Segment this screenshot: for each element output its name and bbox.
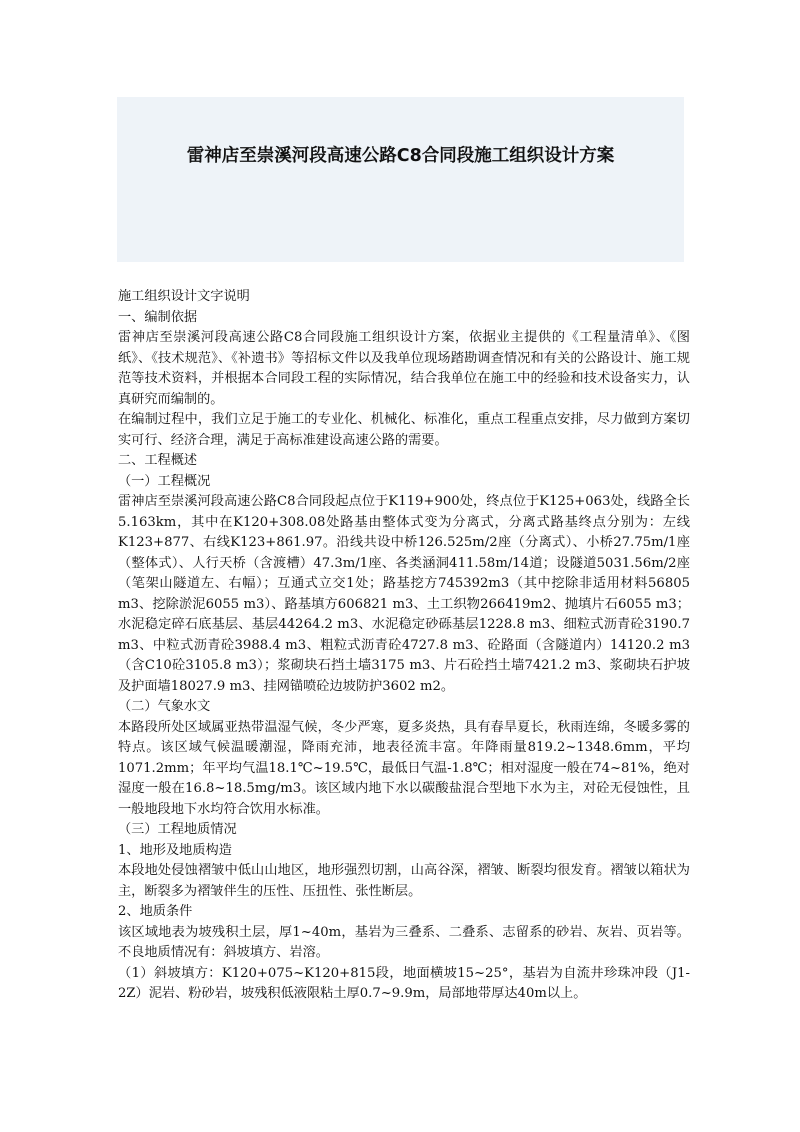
subsection-heading: 2、地质条件: [118, 904, 193, 919]
section-heading: 施工组织设计文字说明: [118, 289, 250, 304]
subsection-heading: （二）气象水文: [118, 699, 211, 714]
subsection-heading: （三）工程地质情况: [118, 822, 237, 837]
paragraph: 在编制过程中，我们立足于施工的专业化、机械化、标准化，重点工程重点安排，尽力做到方案切实可行、经济合理，满足于高标准建设高速公路的需要。: [118, 412, 690, 448]
section-heading: 一、编制依据: [118, 309, 198, 325]
document-title: 雷神店至崇溪河段高速公路C8合同段施工组织设计方案: [186, 146, 615, 166]
title-banner: [117, 97, 684, 262]
subsection-heading: （一）工程概况: [118, 473, 211, 489]
paragraph: 雷神店至崇溪河段高速公路C8合同段施工组织设计方案，依据业主提供的《工程量清单》、《图纸》、《技术规范》、《补遗书》等招标文件以及我单位现场踏勘调查情况和有关的公路设计、施工规范等技术资料，并根据本合同段工程的实际情况，结合我单位在施工中的经验和技术设备实力，认真研究而编制的。: [118, 330, 690, 407]
subsection-heading: 1、地形及地质构造: [118, 842, 232, 858]
paragraph: 本段地处侵蚀褶皱中低山山地区，地形强烈切割，山高谷深，褶皱、断裂均很发育。褶皱以箱状为主，断裂多为褶皱伴生的压性、压扭性、张性断层。: [118, 863, 690, 899]
paragraph: （1）斜坡填方：K120+075~K120+815段，地面横坡15~25°，基岩为自流井珍珠冲段（J1-2Z）泥岩、粉砂岩，坡残积低液限粘土厚0.7~9.9m，局部地带厚达40m以上。: [118, 965, 690, 1001]
paragraph: 该区域地表为坡残积土层，厚1~40m，基岩为三叠系、二叠系、志留系的砂岩、灰岩、页岩等。不良地质情况有：斜坡填方、岩溶。: [118, 924, 690, 960]
section-heading: 二、工程概述: [118, 453, 198, 468]
paragraph: 本路段所处区域属亚热带温湿气候，冬少严寒，夏多炎热，具有春旱夏长，秋雨连绵，冬暖多雾的特点。该区域气候温暖潮湿，降雨充沛，地表径流丰富。年降雨量819.2~1348.6mm，平均1071.2mm；年平均气温18.1℃~19.5℃，最低日气温-1.8℃；相对湿度一般在74~81%，绝对湿度一般在16.8~18.5mg/m3。该区域内地下水以碳酸盐混合型地下水为主，对砼无侵蚀性，且一般地段地下水均符合饮用水标准。: [118, 719, 690, 817]
document-body: [118, 287, 690, 1005]
paragraph: 雷神店至崇溪河段高速公路C8合同段起点位于K119+900处，终点位于K125+063处，线路全长5.163km，其中在K120+308.08处路基由整体式变为分离式，分离式路基终点分别为：左线K123+877、右线K123+861.97。沿线共设中桥126.525m/2座（分离式）、小桥27.75m/1座（整体式）、人行天桥（含渡槽）47.3m/1座、各类涵洞411.58m/14道；设隧道5031.56m/2座（笔架山隧道左、右幅）；互通式立交1处；路基挖方745392m3（其中挖除非适用材料56805 m3、挖除淤泥6055 m3）、路基填方606821 m3、土工织物266419m2、抛填片石6055 m3；水泥稳定碎石底基层、基层44264.2 m3、水泥稳定砂砾基层1228.8 m3、细粒式沥青砼3190.7 m3、中粒式沥青砼3988.4 m3、粗粒式沥青砼4727.8 m3、砼路面（含隧道内）14120.2 m3（含C10砼3105.8 m3）；浆砌块石挡土墙3175 m3、片石砼挡土墙7421.2 m3、浆砌块石护坡及护面墙18027.9 m3、挂网锚喷砼边坡防护3602 m2。: [118, 494, 690, 694]
